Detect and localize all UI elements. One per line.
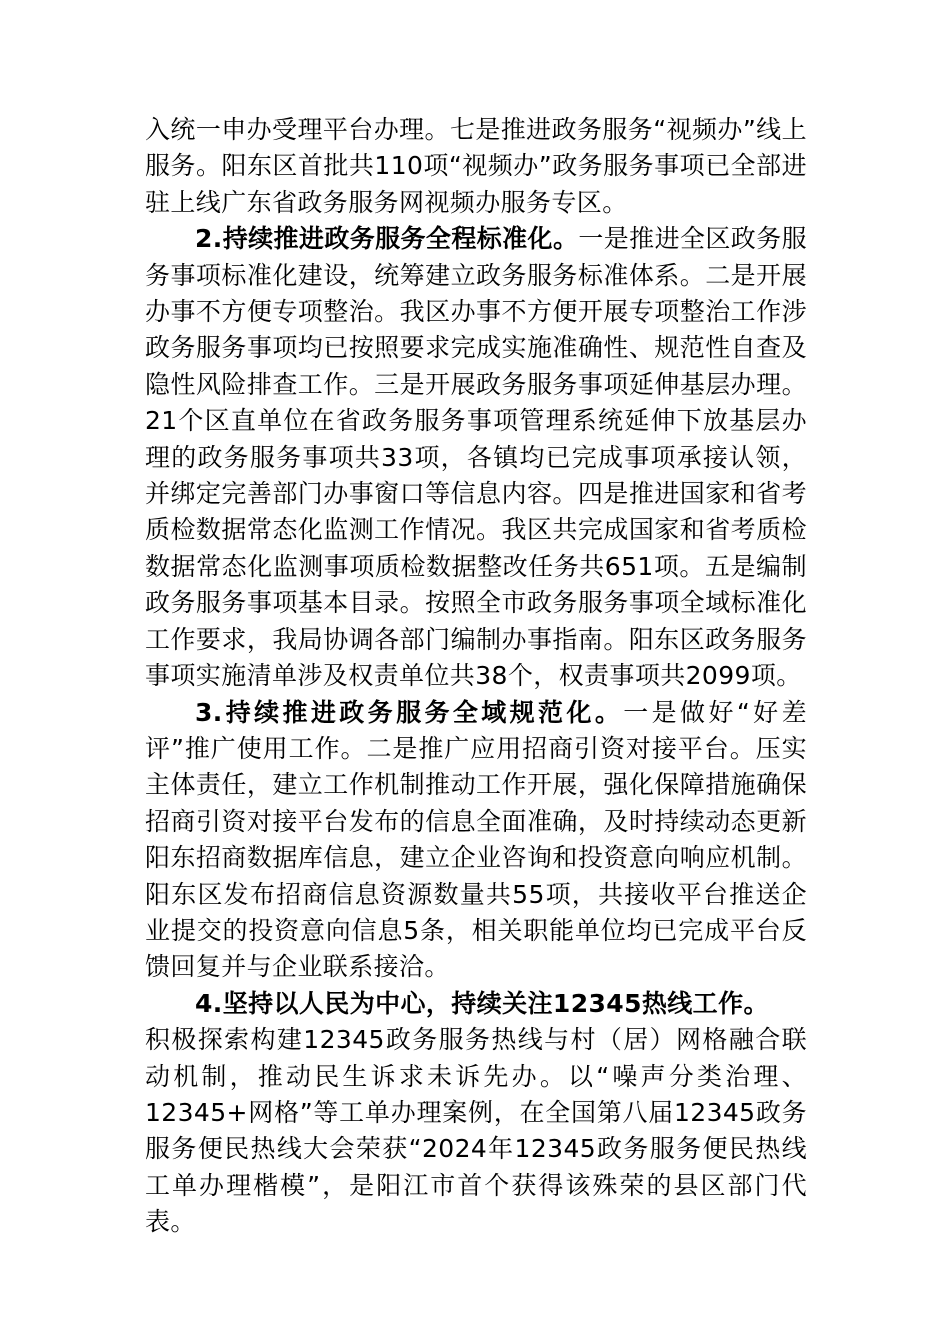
paragraph-continuation xyxy=(145,112,807,221)
section-3-paragraph xyxy=(145,695,807,986)
paragraph-text: 入统一申办受理平台办理。七是推进政务服务“视频办”线上服务。阳东区首批共110项“视频办”政务服务事项已全部进驻上线广东省政务服务网视频办服务专区。 xyxy=(145,115,807,217)
section-3-body: 一是做好“好差评”推广使用工作。二是推广应用招商引资对接平台。压实主体责任，建立工作机制推动工作开展，强化保障措施确保招商引资对接平台发布的信息全面准确，及时持续动态更新阳东招商数据库信息，建立企业咨询和投资意向响应机制。阳东区发布招商信息资源数量共55项，共接收平台推送企业提交的投资意向信息5条，相关职能单位均已完成平台反馈回复并与企业联系接洽。 xyxy=(145,697,807,982)
document-body xyxy=(145,112,807,1241)
section-3-heading: 3.持续推进政务服务全域规范化。 xyxy=(195,697,624,727)
section-4-body-paragraph xyxy=(145,1022,807,1240)
section-4-body: 积极探索构建12345政务服务热线与村（居）网格融合联动机制，推动民生诉求未诉先办。以“噪声分类治理、12345+网格”等工单办理案例，在全国第八届12345政务服务便民热线大会荣获“2024年12345政务服务便民热线工单办理楷模”，是阳江市首个获得该殊荣的县区部门代表。 xyxy=(145,1025,807,1237)
section-2-heading: 2.持续推进政务服务全程标准化。 xyxy=(195,224,579,254)
section-4-heading: 4.坚持以人民为中心，持续关注12345热线工作。 xyxy=(195,988,769,1018)
section-2-paragraph xyxy=(145,221,807,694)
section-2-body: 一是推进全区政务服务事项标准化建设，统筹建立政务服务标准体系。二是开展办事不方便专项整治。我区办事不方便开展专项整治工作涉政务服务事项均已按照要求完成实施准确性、规范性自查及隐性风险排查工作。三是开展政务服务事项延伸基层办理。21个区直单位在省政务服务事项管理系统延伸下放基层办理的政务服务事项共33项，各镇均已完成事项承接认领，并绑定完善部门办事窗口等信息内容。四是推进国家和省考质检数据常态化监测工作情况。我区共完成国家和省考质检数据常态化监测事项质检数据整改任务共651项。五是编制政务服务事项基本目录。按照全市政务服务事项全域标准化工作要求，我局协调各部门编制办事指南。阳东区政务服务事项实施清单涉及权责单位共38个，权责事项共2099项。 xyxy=(145,224,807,691)
section-4-heading-paragraph xyxy=(145,986,807,1022)
